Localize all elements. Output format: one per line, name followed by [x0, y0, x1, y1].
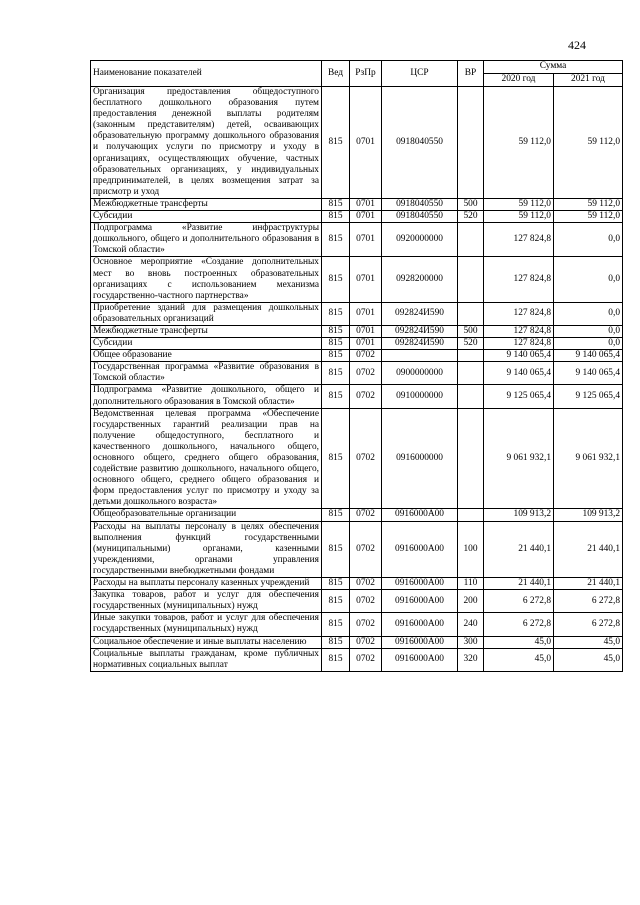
table-row — [91, 636, 623, 648]
cell-y2020: 127 824,8 — [484, 302, 554, 325]
cell-ved: 815 — [322, 87, 350, 199]
cell-vr — [458, 302, 484, 325]
budget-table — [90, 60, 623, 672]
cell-csr: 0918040550 — [382, 87, 458, 199]
cell-vr — [458, 385, 484, 408]
cell-y2021: 45,0 — [554, 636, 623, 648]
cell-ved: 815 — [322, 648, 350, 671]
cell-rzpr: 0701 — [350, 87, 382, 199]
cell-csr: 092824И590 — [382, 325, 458, 337]
page-number: 424 — [568, 38, 586, 52]
cell-y2021: 109 913,2 — [554, 509, 623, 521]
cell-name: Закупка товаров, работ и услуг для обеспечения государственных (муниципальных) нужд — [91, 590, 322, 613]
cell-y2021: 6 272,8 — [554, 590, 623, 613]
cell-y2020: 21 440,1 — [484, 521, 554, 577]
cell-y2020: 59 112,0 — [484, 87, 554, 199]
cell-y2021: 6 272,8 — [554, 613, 623, 636]
cell-csr: 092824И590 — [382, 302, 458, 325]
cell-ved: 815 — [322, 521, 350, 577]
cell-csr: 0916000А00 — [382, 613, 458, 636]
cell-y2020: 45,0 — [484, 636, 554, 648]
header-csr: ЦСР — [382, 61, 458, 87]
table-row — [91, 648, 623, 671]
cell-y2020: 127 824,8 — [484, 223, 554, 257]
cell-vr — [458, 509, 484, 521]
cell-csr: 0918040550 — [382, 211, 458, 223]
cell-y2021: 9 125 065,4 — [554, 385, 623, 408]
cell-y2021: 59 112,0 — [554, 198, 623, 210]
cell-csr: 0918040550 — [382, 198, 458, 210]
cell-y2021: 45,0 — [554, 648, 623, 671]
cell-name: Подпрограмма «Развитие инфраструктуры дошкольного, общего и дополнительного образования в Томской области» — [91, 223, 322, 257]
table-row — [91, 408, 623, 509]
cell-ved: 815 — [322, 302, 350, 325]
cell-ved: 815 — [322, 408, 350, 509]
cell-name: Иные закупки товаров, работ и услуг для обеспечения государственных (муниципальных) нужд — [91, 613, 322, 636]
cell-ved: 815 — [322, 338, 350, 350]
cell-csr: 0916000А00 — [382, 521, 458, 577]
table-row — [91, 362, 623, 385]
cell-name: Межбюджетные трансферты — [91, 198, 322, 210]
cell-vr: 300 — [458, 636, 484, 648]
cell-y2021: 0,0 — [554, 223, 623, 257]
table-row — [91, 223, 623, 257]
cell-csr: 0916000А00 — [382, 578, 458, 590]
cell-name: Расходы на выплаты персоналу казенных учреждений — [91, 578, 322, 590]
cell-name: Социальное обеспечение и иные выплаты населению — [91, 636, 322, 648]
cell-ved: 815 — [322, 350, 350, 362]
cell-y2021: 0,0 — [554, 338, 623, 350]
cell-y2020: 21 440,1 — [484, 578, 554, 590]
cell-vr — [458, 350, 484, 362]
cell-y2020: 127 824,8 — [484, 257, 554, 302]
cell-csr: 0916000А00 — [382, 509, 458, 521]
cell-csr: 0916000000 — [382, 408, 458, 509]
cell-vr: 110 — [458, 578, 484, 590]
cell-y2020: 127 824,8 — [484, 338, 554, 350]
table-row — [91, 198, 623, 210]
cell-name: Субсидии — [91, 338, 322, 350]
cell-vr: 100 — [458, 521, 484, 577]
cell-ved: 815 — [322, 325, 350, 337]
cell-ved: 815 — [322, 590, 350, 613]
cell-y2020: 109 913,2 — [484, 509, 554, 521]
cell-y2021: 9 061 932,1 — [554, 408, 623, 509]
header-vr: ВР — [458, 61, 484, 87]
cell-y2021: 0,0 — [554, 325, 623, 337]
cell-name: Межбюджетные трансферты — [91, 325, 322, 337]
cell-vr — [458, 223, 484, 257]
cell-y2020: 6 272,8 — [484, 590, 554, 613]
cell-y2020: 9 125 065,4 — [484, 385, 554, 408]
cell-name: Общее образование — [91, 350, 322, 362]
cell-rzpr: 0701 — [350, 198, 382, 210]
table-row — [91, 257, 623, 302]
cell-rzpr: 0702 — [350, 350, 382, 362]
cell-rzpr: 0701 — [350, 325, 382, 337]
cell-vr: 200 — [458, 590, 484, 613]
cell-y2020: 59 112,0 — [484, 211, 554, 223]
cell-vr: 500 — [458, 198, 484, 210]
cell-y2021: 21 440,1 — [554, 521, 623, 577]
table-row — [91, 325, 623, 337]
cell-csr: 0900000000 — [382, 362, 458, 385]
table-row — [91, 211, 623, 223]
cell-rzpr: 0702 — [350, 362, 382, 385]
cell-name: Подпрограмма «Развитие дошкольного, общего и дополнительного образования в Томской области» — [91, 385, 322, 408]
cell-rzpr: 0701 — [350, 338, 382, 350]
cell-name: Расходы на выплаты персоналу в целях обеспечения выполнения функций государственными (муниципальными) органами, казенными учреждениями, органами управления государственными внебюджетными фондами — [91, 521, 322, 577]
cell-y2020: 9 140 065,4 — [484, 362, 554, 385]
cell-rzpr: 0701 — [350, 257, 382, 302]
cell-ved: 815 — [322, 636, 350, 648]
table-body — [91, 87, 623, 672]
cell-rzpr: 0701 — [350, 211, 382, 223]
header-ved: Вед — [322, 61, 350, 87]
cell-y2021: 9 140 065,4 — [554, 362, 623, 385]
cell-csr: 0916000А00 — [382, 590, 458, 613]
cell-vr: 240 — [458, 613, 484, 636]
cell-rzpr: 0702 — [350, 509, 382, 521]
cell-name: Приобретение зданий для размещения дошкольных образовательных организаций — [91, 302, 322, 325]
cell-y2020: 9 140 065,4 — [484, 350, 554, 362]
cell-vr — [458, 257, 484, 302]
cell-csr: 0916000А00 — [382, 636, 458, 648]
cell-rzpr: 0702 — [350, 408, 382, 509]
cell-name: Ведомственная целевая программа «Обеспечение государственных гарантий реализации прав на получение общедоступного, бесплатного и качественного дошкольного, начального общего, основного общего, среднего общего образования, содействие развитию дошкольного, начального общего, основного общего, среднего общего образования и форм предоставления услуг по присмотру и уходу за детьми дошкольного возраста» — [91, 408, 322, 509]
cell-y2020: 127 824,8 — [484, 325, 554, 337]
table-row — [91, 338, 623, 350]
cell-y2020: 59 112,0 — [484, 198, 554, 210]
cell-y2021: 9 140 065,4 — [554, 350, 623, 362]
cell-ved: 815 — [322, 362, 350, 385]
cell-csr: 0916000А00 — [382, 648, 458, 671]
cell-vr: 320 — [458, 648, 484, 671]
cell-name: Основное мероприятие «Создание дополнительных мест во вновь построенных образовательных организациях с использованием механизма государственно-частного партнерства» — [91, 257, 322, 302]
table-row — [91, 509, 623, 521]
cell-rzpr: 0702 — [350, 590, 382, 613]
cell-csr: 0920000000 — [382, 223, 458, 257]
cell-rzpr: 0702 — [350, 613, 382, 636]
cell-y2020: 6 272,8 — [484, 613, 554, 636]
cell-name: Социальные выплаты гражданам, кроме публичных нормативных социальных выплат — [91, 648, 322, 671]
cell-name: Субсидии — [91, 211, 322, 223]
cell-rzpr: 0702 — [350, 521, 382, 577]
cell-csr: 092824И590 — [382, 338, 458, 350]
table-row — [91, 590, 623, 613]
cell-vr — [458, 362, 484, 385]
cell-y2020: 9 061 932,1 — [484, 408, 554, 509]
cell-rzpr: 0701 — [350, 302, 382, 325]
header-2021: 2021 год — [554, 74, 623, 87]
header-name: Наименование показателей — [91, 61, 322, 87]
cell-name: Общеобразовательные организации — [91, 509, 322, 521]
cell-y2021: 0,0 — [554, 302, 623, 325]
header-summa: Сумма — [484, 61, 623, 74]
table-row — [91, 385, 623, 408]
cell-y2021: 0,0 — [554, 257, 623, 302]
table-row — [91, 350, 623, 362]
cell-y2021: 59 112,0 — [554, 211, 623, 223]
cell-ved: 815 — [322, 257, 350, 302]
cell-csr: 0910000000 — [382, 385, 458, 408]
cell-vr: 500 — [458, 325, 484, 337]
cell-y2021: 59 112,0 — [554, 87, 623, 199]
table-row — [91, 613, 623, 636]
cell-csr — [382, 350, 458, 362]
cell-ved: 815 — [322, 198, 350, 210]
cell-ved: 815 — [322, 385, 350, 408]
header-2020: 2020 год — [484, 74, 554, 87]
cell-ved: 815 — [322, 509, 350, 521]
header-rzpr: РзПр — [350, 61, 382, 87]
cell-vr — [458, 87, 484, 199]
cell-name: Государственная программа «Развитие образования в Томской области» — [91, 362, 322, 385]
cell-vr: 520 — [458, 211, 484, 223]
cell-ved: 815 — [322, 211, 350, 223]
cell-rzpr: 0702 — [350, 578, 382, 590]
cell-ved: 815 — [322, 223, 350, 257]
table-row — [91, 578, 623, 590]
table-row — [91, 87, 623, 199]
table-row — [91, 302, 623, 325]
cell-rzpr: 0701 — [350, 223, 382, 257]
cell-rzpr: 0702 — [350, 648, 382, 671]
cell-ved: 815 — [322, 613, 350, 636]
cell-y2021: 21 440,1 — [554, 578, 623, 590]
cell-name: Организация предоставления общедоступного бесплатного дошкольного образования путем предоставления денежной выплаты родителям (законным представителям) детей, осваивающих образовательную программу дошкольного образования и получающих услуги по присмотру и уходу в организациях, осуществляющих обучение, частных образовательных организациях, у индивидуальных предпринимателей, в целях возмещения затрат за присмотр и уход — [91, 87, 322, 199]
cell-vr — [458, 408, 484, 509]
cell-vr: 520 — [458, 338, 484, 350]
cell-rzpr: 0702 — [350, 385, 382, 408]
cell-ved: 815 — [322, 578, 350, 590]
cell-rzpr: 0702 — [350, 636, 382, 648]
cell-csr: 0928200000 — [382, 257, 458, 302]
table-row — [91, 521, 623, 577]
cell-y2020: 45,0 — [484, 648, 554, 671]
